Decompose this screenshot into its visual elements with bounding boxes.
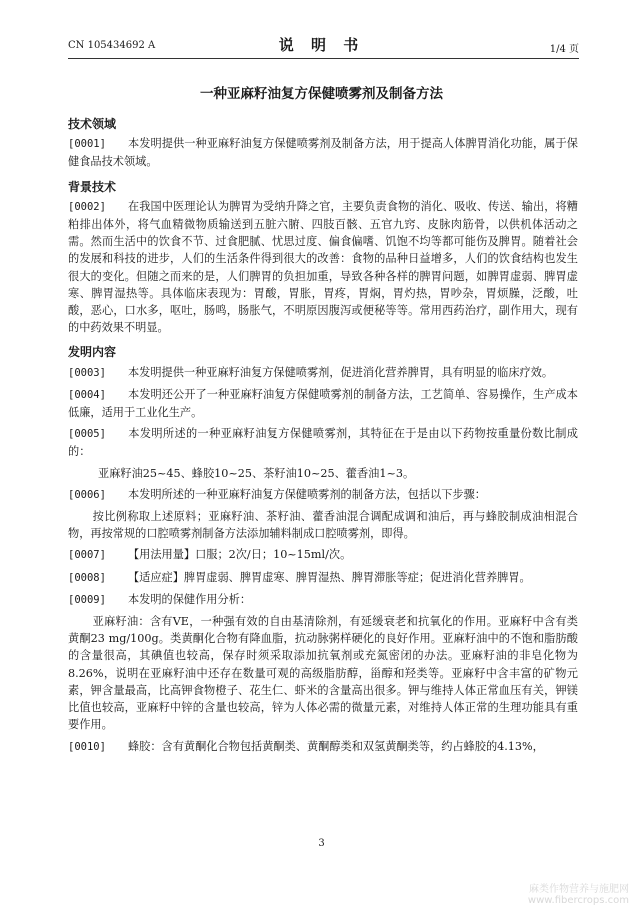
paragraph-number: [0004] [68, 388, 106, 401]
paragraph-text: 本发明所述的一种亚麻籽油复方保健喷雾剂，其特征在于是由以下药物按重量份数比制成的： [68, 427, 578, 459]
paragraph-number: [0009] [68, 593, 106, 606]
paragraph-0003 [68, 364, 578, 382]
section-heading-background: 背景技术 [68, 179, 117, 194]
section-heading-tech-field: 技术领域 [68, 117, 117, 131]
watermark [528, 884, 629, 906]
paragraph-number: [0010] [68, 740, 106, 753]
paragraph-0009 [68, 591, 578, 609]
paragraph-0007 [68, 546, 578, 564]
paragraph-text: 本发明提供一种亚麻籽油复方保健喷雾剂，促进消化营养脾胃，具有明显的临床疗效。 [127, 365, 554, 379]
paragraph-0004 [68, 386, 578, 421]
paragraph-text: 本发明提供一种亚麻籽油复方保健喷雾剂及制备方法，用于提高人体脾胃消化功能，属于保健食品技术领域。 [68, 137, 578, 169]
watermark-line-1: 麻类作物营养与施肥网 [529, 884, 629, 895]
paragraph-0002 [68, 198, 578, 337]
formula-line: 亚麻籽油25~45、蜂胶10~25、茶籽油10~25、藿香油1~3。 [98, 466, 415, 480]
paragraph-text: 在我国中医理论认为脾胃为受纳升降之官，主要负责食物的消化、吸收、传送、输出，将糟粕排出体外，将气血精微物质输送到五脏六腑、四肢百骸、五官九窍、皮脉肉筋骨，以供机体活动之需。然而生活中的饮食不节、过食肥腻、忧思过度、偏食偏嗜、饥饱不均等都可能伤及脾胃。随着社会的发展和科技的进步，人们的生活条件得到很大的改善：食物的品种日益增多，人们的饮食结构也发生很大的变化。但随之而来的是，人们脾胃的负担加重，导致各种各样的脾胃问题，如脾胃虚弱、脾胃虚寒、脾胃湿热等。具体临床表现为：胃酸，胃胀，胃疼，胃焖，胃灼热，胃吵杂，胃烦臊，泛酸，吐酸，恶心，口水多，呕吐，肠鸣，肠胀气，不明原因腹泻或便秘等等。常用西药治疗，副作用大，现有的中药效果不明显。 [68, 199, 578, 335]
paragraph-0006 [68, 486, 578, 504]
paragraph-number: [0003] [68, 366, 106, 379]
header-rule [68, 58, 579, 59]
paragraph-text: 本发明的保健作用分析： [127, 592, 252, 606]
paragraph-number: [0008] [68, 571, 106, 584]
page-number: 3 [318, 838, 325, 849]
doc-type: 说 明 书 [278, 36, 365, 54]
section-heading-invention: 发明内容 [68, 345, 117, 360]
page-indicator: 1/4 页 [549, 44, 579, 55]
paragraph-number: [0006] [68, 488, 106, 501]
paragraph-0009-body: 亚麻籽油：含有VE，一种强有效的自由基清除剂，有延缓衰老和抗氧化的作用。亚麻籽中含有类黄酮23 mg/100g。类黄酮化合物有降血脂，抗动脉粥样硬化的良好作用。亚麻籽油中的不饱和脂肪酸的含量很高，其碘值也较高，保存时须采取添加抗氧剂或充氮密闭的办法。亚麻籽油的非皂化物为8.26%，说明在亚麻籽油中还存在数量可观的高级脂肪醇，甾醇和羟类等。亚麻籽中含丰富的矿物元素，钾含量最高，比高钾食物橙子、花生仁、虾米的含量高出很多。钾与维持人体正常血压有关，钾镁比值也较高，亚麻籽中锌的含量也较高，锌为人体必需的微量元素，对维持人体正常的生理功能具有重要作用。 [68, 615, 578, 732]
doc-number: CN 105434692 A [68, 40, 156, 51]
paragraph-text: 本发明所述的一种亚麻籽油复方保健喷雾剂的制备方法，包括以下步骤： [127, 487, 486, 501]
paragraph-number: [0001] [68, 138, 106, 151]
document-body [68, 116, 578, 760]
paragraph-number: [0007] [68, 549, 106, 562]
paragraph-number: [0002] [68, 200, 106, 213]
paragraph-0008 [68, 569, 578, 587]
paragraph-0005 [68, 425, 578, 460]
paragraph-text: 本发明还公开了一种亚麻籽油复方保健喷雾剂的制备方法，工艺简单、容易操作，生产成本低廉，适用于工业化生产。 [68, 387, 578, 420]
watermark-line-2: www.fibercrops.com [527, 895, 629, 906]
paragraph-number: [0005] [68, 428, 106, 441]
document-title: 一种亚麻籽油复方保健喷雾剂及制备方法 [200, 86, 443, 102]
paragraph-0010 [68, 738, 578, 756]
paragraph-0001 [68, 135, 578, 170]
paragraph-text: 【适应症】脾胃虚弱、脾胃虚寒、脾胃湿热、脾胃滞胀等症；促进消化营养脾胃。 [127, 570, 531, 584]
paragraph-text: 蜂胶：含有黄酮化合物包括黄酮类、黄酮醇类和双氢黄酮类等，约占蜂胶的4.13%， [127, 739, 544, 753]
paragraph-text: 【用法用量】口服；2次/日；10~15ml/次。 [127, 548, 352, 562]
paragraph-0006-body: 按比例称取上述原料；亚麻籽油、茶籽油、藿香油混合调配成调和油后，再与蜂胶制成油相混合物，再按常规的口腔喷雾剂制备方法添加辅料制成口腔喷雾剂，即得。 [68, 510, 578, 541]
